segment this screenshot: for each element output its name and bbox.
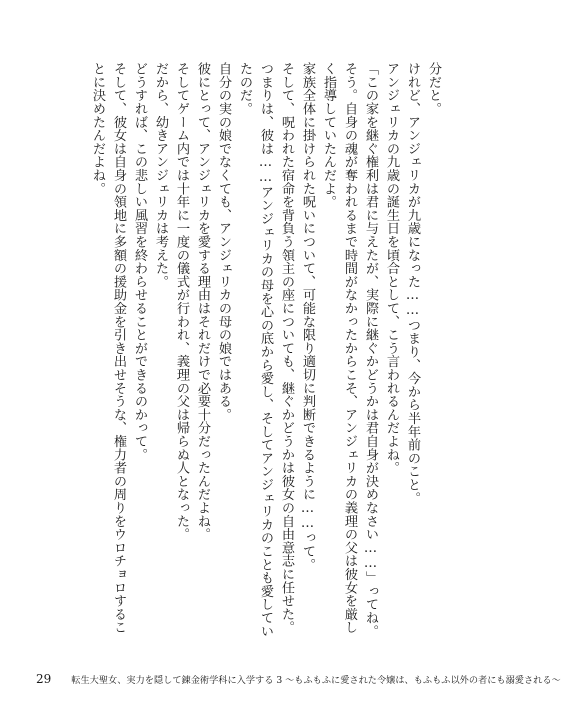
text-line: そう。自身の魂が奪われるまで時間がなかったからこそ、アンジェリカの義理の父は彼女を厳し	[342, 62, 357, 634]
text-line: そしてゲーム内では十年に一度の儀式が行われ、義理の父は帰らぬ人となった。	[174, 62, 189, 541]
body-text	[87, 62, 444, 650]
text-line: そして、彼女は自身の領地に多額の援助金を引き出せそうな、権力者の周りをウロチョロするこ	[111, 62, 126, 634]
text-line: く指導していたんだよ。	[321, 62, 336, 209]
text-line: アンジェリカの九歳の誕生日を頃合として、こう言われるんだよね。	[384, 62, 399, 475]
page-footer	[36, 672, 561, 688]
text-line: 彼にとって、アンジェリカを愛する理由はそれだけで必要十分だったんだよね。	[195, 62, 210, 541]
text-line: けれど、アンジェリカが九歳になった……つまり、今から半年前のこと。	[405, 62, 420, 505]
text-line: だから、幼きアンジェリカは考えた。	[153, 62, 168, 289]
text-line: たのだ。	[237, 62, 252, 116]
text-line: そして、呪われた宿命を背負う領主の座についても、継ぐかどうかは彼女の自由意志に任せた。	[279, 62, 294, 634]
text-line: どうすれば、この悲しい風習を終わらせることができるのかって。	[132, 62, 147, 461]
text-line: つまりは、彼は……アンジェリカの母を心の底から愛し、そしてアンジェリカのことも愛してい	[258, 62, 273, 638]
text-line: 自分の実の娘でなくても、アンジェリカの母の娘ではある。	[216, 62, 231, 422]
text-line: 「この家を継ぐ権利は君に与えたが、実際に継ぐかどうかは君自身が決めなさい……」ってね。	[363, 62, 378, 638]
text-line: 家族全体に掛けられた呪いについて、可能な限り適切に判断できるように……って。	[300, 62, 315, 571]
book-title: 転生大聖女、実力を隠して錬金術学科に入学する 3 ～もふもふに愛された令嬢は、もふもふ以外の者にも溺愛される～	[71, 675, 561, 686]
page-number: 29	[36, 672, 52, 686]
text-line: 分だと。	[426, 62, 441, 116]
text-line: とに決めたんだよね。	[90, 62, 105, 195]
